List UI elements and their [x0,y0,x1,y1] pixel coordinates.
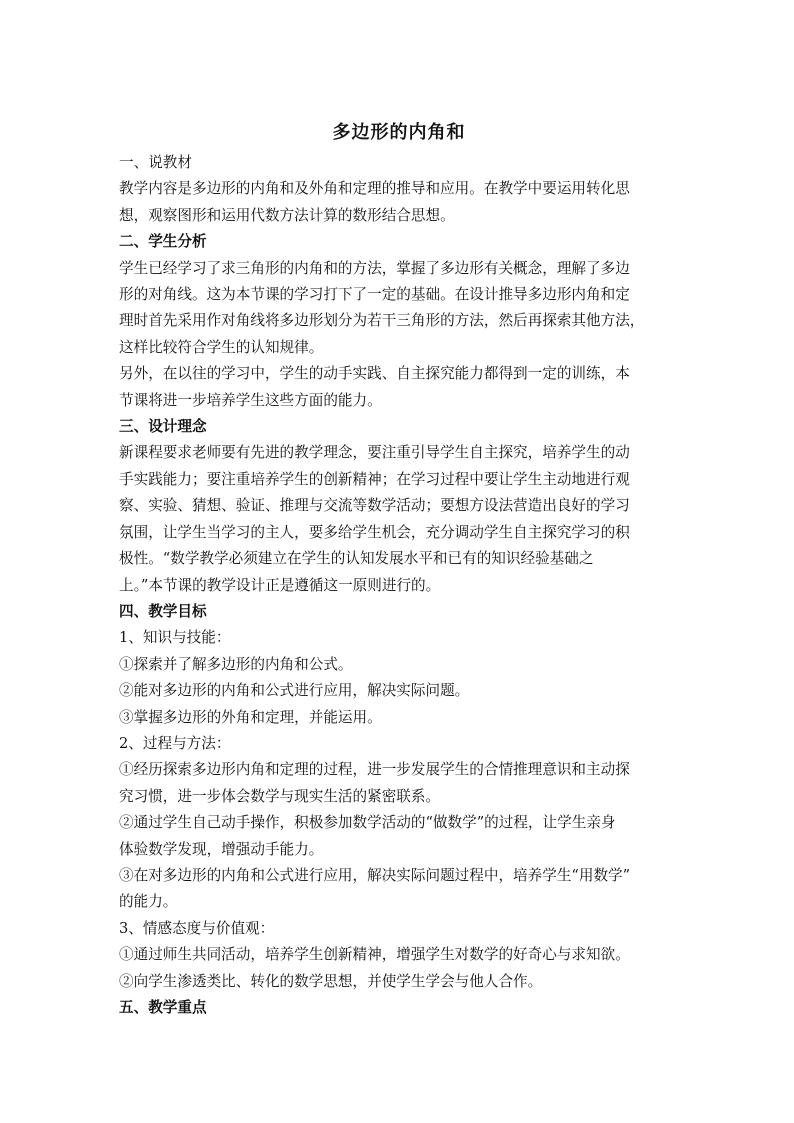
text-line: 极性。“数学教学必须建立在学生的认知发展水平和已有的知识经验基础之 [119,550,594,568]
list-item [119,757,679,810]
text-line: 理时首先采用作对角线将多边形划分为若干三角形的方法，然后再探索其他方法， [119,312,645,330]
subheading-process-methods: 2、过程与方法： [119,734,231,752]
text-line: 节课将进一步培养学生这些方面的能力。 [119,391,382,409]
text-line: ②通过学生自己动手操作，积极参加数学活动的“做数学”的过程，让学生亲身 [119,814,616,832]
text-line: 手实践能力；要注重培养学生的创新精神；在学习过程中要让学生主动地进行观 [119,470,630,488]
section-heading-teaching-material: 一、说教材 [119,154,192,171]
list-item: ①探索并了解多边形的内角和公式。 [119,655,353,673]
section-heading-teaching-focus: 五、教学重点 [119,999,207,1016]
page-title: 多边形的内角和 [332,122,466,143]
paragraph [119,176,679,229]
text-line: ③在对多边形的内角和公式进行应用，解决实际问题过程中，培养学生“用数学” [119,866,631,884]
text-line: 想，观察图形和运用代数方法计算的数形结合思想。 [119,206,455,224]
list-item: ③掌握多边形的外角和定理，并能运用。 [119,708,382,726]
text-line: 上。”本节课的教学设计正是遵循这一原则进行的。 [119,576,441,594]
text-line: 学生已经学习了求三角形的内角和的方法，掌握了多边形有关概念，理解了多边 [119,259,630,277]
text-line: 察、实验、猜想、验证、推理与交流等数学活动；要想方设法营造出良好的学习 [119,497,630,515]
paragraph [119,440,679,598]
subheading-knowledge-skills: 1、知识与技能： [119,629,231,647]
text-line: ①经历探索多边形内角和定理的过程，进一步发展学生的合情推理意识和主动探 [119,761,630,779]
paragraph [119,361,679,414]
list-item: ①通过师生共同活动，培养学生创新精神，增强学生对数学的好奇心与求知欲。 [119,946,630,964]
text-line: 这样比较符合学生的认知规律。 [119,338,324,356]
text-line: 形的对角线。这为本节课的学习打下了一定的基础。在设计推导多边形内角和定 [119,286,630,304]
text-line: 教学内容是多边形的内角和及外角和定理的推导和应用。在教学中要运用转化思 [119,180,630,198]
text-line: 另外，在以往的学习中，学生的动手实践、自主探究能力都得到一定的训练，本 [119,365,630,383]
list-item: ②向学生渗透类比、转化的数学思想，并使学生学会与他人合作。 [119,972,543,990]
text-line: 体验数学发现，增强动手能力。 [119,840,324,858]
paragraph [119,256,679,362]
list-item [119,810,679,863]
list-item [119,863,679,916]
section-heading-teaching-objectives: 四、教学目标 [119,602,207,620]
subheading-emotions-values: 3、情感态度与价值观： [119,919,275,937]
text-line: 的能力。 [119,893,178,911]
text-line: 究习惯，进一步体会数学与现实生活的紧密联系。 [119,787,441,805]
section-heading-design-concept: 三、设计理念 [119,418,207,436]
text-line: 新课程要求老师要有先进的教学理念，要注重引导学生自主探究，培养学生的动 [119,444,630,462]
document-body [119,120,679,1021]
list-item: ②能对多边形的内角和公式进行应用，解决实际问题。 [119,682,470,700]
text-line: 氛围，让学生当学习的主人，要多给学生机会，充分调动学生自主探究学习的积 [119,523,630,541]
section-heading-student-analysis: 二、学生分析 [119,233,207,251]
